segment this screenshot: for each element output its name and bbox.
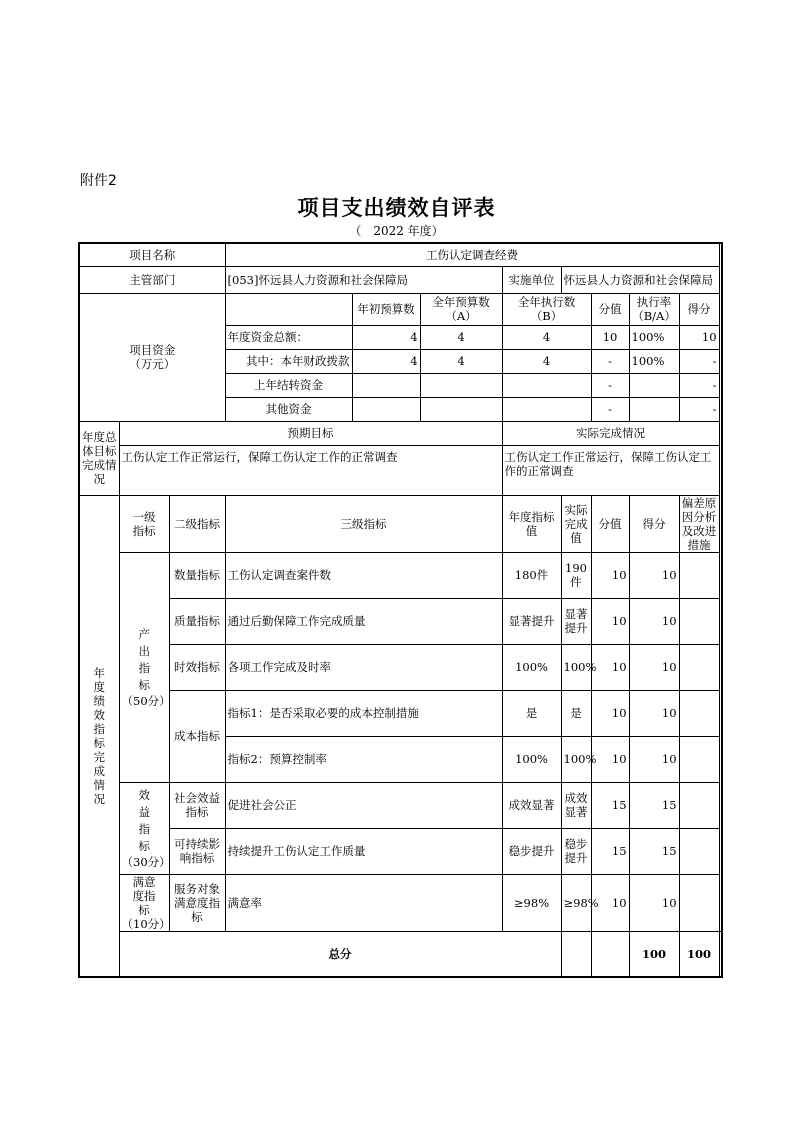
self-evaluation-table [78, 242, 723, 978]
indicator-score: 10 [629, 736, 679, 782]
funds-row-executed: 4 [502, 325, 591, 349]
header-score-value: 分值 [591, 293, 629, 325]
output-points: （50分） [121, 694, 171, 708]
indicator-score: 10 [629, 690, 679, 736]
indicator-level2: 质量指标 [169, 598, 225, 644]
funds-row-initial: 4 [352, 325, 420, 349]
funds-row-budget [420, 397, 502, 421]
output-label: 产出指标 [138, 627, 150, 692]
indicator-score: 10 [629, 598, 679, 644]
funds-label [79, 293, 225, 421]
project-name-value: 工伤认定调查经费 [225, 243, 719, 266]
unit-label: 实施单位 [502, 266, 561, 293]
indicator-target: ≥98% [502, 874, 561, 931]
funds-label-line1: 项目资金 [129, 343, 176, 357]
header-full-budget-line2: （A） [445, 309, 477, 323]
goals-actual-header: 实际完成情况 [502, 421, 719, 445]
funds-label-line2: （万元） [129, 357, 176, 371]
indicator-analysis [679, 598, 719, 644]
year-line: （ 2022 年度） [349, 224, 444, 238]
funds-row-label: 其中：本年财政拨款 [225, 349, 352, 373]
benefit-points: （30分） [121, 855, 171, 869]
indicator-level2: 服务对象满意度指标 [169, 874, 225, 931]
header-value: 分值 [591, 495, 629, 552]
total-blank-3 [719, 931, 722, 977]
header-level2: 二级指标 [169, 495, 225, 552]
indicator-score: 15 [629, 828, 679, 874]
indicator-target: 显著提升 [502, 598, 561, 644]
benefit-label: 效益指标 [138, 788, 150, 853]
funds-row-rate [629, 373, 679, 397]
header-actual: 实际完成值 [561, 495, 591, 552]
header-exec-rate-line1: 执行率 [636, 295, 672, 309]
goals-actual-text: 工伤认定工作正常运行，保障工伤认定工作的正常调查 [502, 445, 719, 495]
output-label-cell [119, 552, 169, 782]
indicator-actual: 100% [561, 644, 591, 690]
indicator-score: 10 [629, 644, 679, 690]
indicator-actual: 稳步提升 [561, 828, 591, 874]
header-executed-line2: （B） [530, 309, 563, 323]
indicator-level2: 可持续影响指标 [169, 828, 225, 874]
total-label: 总分 [119, 931, 561, 977]
header-initial-budget: 年初预算数 [352, 293, 420, 325]
project-name-label: 项目名称 [79, 243, 225, 266]
indicator-level3: 各项工作完成及时率 [225, 644, 502, 690]
funds-row-label: 上年结转资金 [225, 373, 352, 397]
indicator-value: 15 [591, 782, 629, 828]
indicator-score: 15 [629, 782, 679, 828]
header-analysis: 偏差原因分析及改进措施 [679, 495, 719, 552]
funds-row-rate [629, 397, 679, 421]
indicator-actual: 190件 [561, 552, 591, 598]
indicator-level2: 数量指标 [169, 552, 225, 598]
indicator-value: 10 [591, 644, 629, 690]
header-full-budget-line1: 全年预算数 [432, 295, 490, 309]
funds-row-label: 其他资金 [225, 397, 352, 421]
unit-value: 怀远县人力资源和社会保障局 [561, 266, 719, 293]
header-level1: 一级指标 [119, 495, 169, 552]
indicator-target: 180件 [502, 552, 561, 598]
header-exec-rate-line2: （B/A） [632, 309, 676, 323]
indicator-level3: 满意率 [225, 874, 502, 931]
indicators-side-label: 年度绩效指标完成情况 [79, 495, 119, 977]
dept-label: 主管部门 [79, 266, 225, 293]
indicator-target: 100% [502, 736, 561, 782]
indicator-level2: 时效指标 [169, 644, 225, 690]
header-score: 得分 [629, 495, 679, 552]
total-blank-1 [561, 931, 591, 977]
indicator-level3: 工伤认定调查案件数 [225, 552, 502, 598]
satisfaction-points: （10分） [121, 916, 171, 931]
indicator-analysis [679, 828, 719, 874]
attachment-label: 附件2 [80, 173, 117, 189]
header-level3: 三级指标 [225, 495, 502, 552]
goals-expected-header: 预期目标 [119, 421, 502, 445]
indicator-level3: 指标2：预算控制率 [225, 736, 502, 782]
funds-row-label: 年度资金总额： [225, 325, 352, 349]
funds-row-score: - [679, 397, 719, 421]
indicator-analysis [679, 644, 719, 690]
funds-row-executed: 4 [502, 349, 591, 373]
funds-row-score: - [679, 373, 719, 397]
funds-row-value: - [591, 349, 629, 373]
indicator-target: 成效显著 [502, 782, 561, 828]
header-target: 年度指标值 [502, 495, 561, 552]
header-executed-line1: 全年执行数 [517, 295, 576, 309]
header-full-budget [420, 293, 502, 325]
indicator-analysis [679, 552, 719, 598]
funds-row-budget [420, 373, 502, 397]
benefit-label-cell [119, 782, 169, 874]
indicator-actual: 显著提升 [561, 598, 591, 644]
indicator-value: 10 [591, 552, 629, 598]
indicator-actual: 成效显著 [561, 782, 591, 828]
funds-row-budget: 4 [420, 349, 502, 373]
funds-row-budget: 4 [420, 325, 502, 349]
satisfaction-label-cell [119, 874, 169, 931]
funds-row-executed [502, 373, 591, 397]
indicator-actual: ≥98% [561, 874, 591, 931]
indicator-target: 100% [502, 644, 561, 690]
indicator-value: 10 [591, 690, 629, 736]
indicator-target: 稳步提升 [502, 828, 561, 874]
funds-row-value: 10 [591, 325, 629, 349]
dept-value: [053]怀远县人力资源和社会保障局 [225, 266, 502, 293]
satisfaction-label: 满意度指标 [132, 874, 156, 917]
funds-row-initial: 4 [352, 349, 420, 373]
indicator-actual: 是 [561, 690, 591, 736]
indicator-value: 10 [591, 874, 629, 931]
indicator-level2: 成本指标 [169, 690, 225, 782]
funds-row-score: 10 [679, 325, 719, 349]
total-value: 100 [629, 931, 679, 977]
funds-row-rate: 100% [629, 325, 679, 349]
indicator-level2: 社会效益指标 [169, 782, 225, 828]
goals-label: 年度总体目标完成情况 [79, 421, 119, 495]
indicator-analysis [679, 690, 719, 736]
page-title: 项目支出绩效自评表 [297, 196, 496, 220]
funds-row-initial [352, 373, 420, 397]
indicator-value: 15 [591, 828, 629, 874]
header-exec-rate [629, 293, 679, 325]
indicator-score: 10 [629, 874, 679, 931]
indicator-level3: 通过后勤保障工作完成质量 [225, 598, 502, 644]
funds-row-score: - [679, 349, 719, 373]
indicator-value: 10 [591, 598, 629, 644]
funds-row-value: - [591, 373, 629, 397]
indicator-analysis [679, 874, 719, 931]
indicator-level3: 促进社会公正 [225, 782, 502, 828]
header-score: 得分 [679, 293, 719, 325]
indicator-value: 10 [591, 736, 629, 782]
total-score: 100 [679, 931, 719, 977]
indicator-target: 是 [502, 690, 561, 736]
total-blank-2 [591, 931, 629, 977]
funds-row-executed [502, 397, 591, 421]
funds-row-value: - [591, 397, 629, 421]
indicator-analysis [679, 782, 719, 828]
indicator-score: 10 [629, 552, 679, 598]
funds-row-rate: 100% [629, 349, 679, 373]
indicator-analysis [679, 736, 719, 782]
funds-header-blank [225, 293, 352, 325]
indicator-actual: 100% [561, 736, 591, 782]
header-executed [502, 293, 591, 325]
funds-row-initial [352, 397, 420, 421]
indicator-level3: 持续提升工伤认定工作质量 [225, 828, 502, 874]
goals-expected-text: 工伤认定工作正常运行，保障工伤认定工作的正常调查 [119, 445, 502, 495]
indicator-level3: 指标1：是否采取必要的成本控制措施 [225, 690, 502, 736]
